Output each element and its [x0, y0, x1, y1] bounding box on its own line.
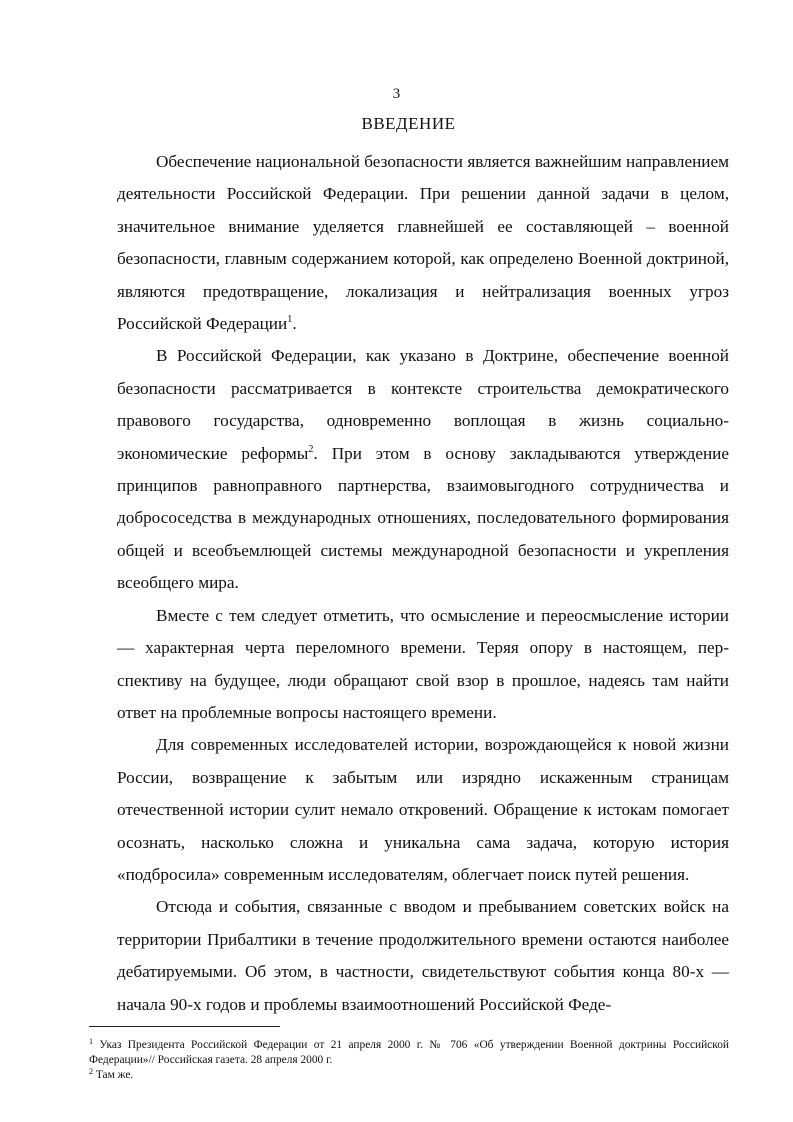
footnote-ref-2: 2 [308, 443, 314, 455]
footnote-text-2: Там же. [93, 1069, 134, 1081]
footnote-1 [89, 1038, 729, 1068]
paragraph-2 [117, 340, 729, 599]
footnote-mark-2: 2 [89, 1067, 93, 1076]
paragraph-2-text: В Российской Федерации, как указано в Доктрине, обеспечение военной безопасности рассматривается в контексте строительства демократического правового государства, одновременно воплощая в жизнь социально-экономические реформы [117, 346, 729, 463]
footnotes [89, 1038, 729, 1083]
paragraph-4: Для современных исследователей истории, возрождающейся к новой жизни России, возвращение к забытым или изрядно искаженным страницам отечественной истории сулит немало откровений. Обращение к истокам помогает осознать, насколько сложна и уникальна сама задача, которую история «подбросила» современным исследователям, облегчает поиск путей решения. [117, 735, 729, 884]
body-text [117, 146, 729, 1021]
paragraph-2-tail: . При этом в основу закладываются утверждение принципов равноправного партнерства, взаимовыгодного сотрудничества и добрососедства в международных отношениях, последовательного формирования общей и всеобъемлющей системы международной безопасности и укрепления всеобщего мира. [117, 443, 729, 593]
page-title: ВВЕДЕНИЕ [361, 114, 456, 133]
page-number: 3 [392, 86, 401, 102]
footnote-separator [89, 1026, 280, 1027]
paragraph-1 [117, 146, 729, 340]
footnote-mark-1: 1 [89, 1037, 93, 1046]
paragraph-1-text: Обеспечение национальной безопасности является важнейшим направлением деятельности Российской Федерации. При решении данной задачи в целом, значительное внимание уделяется главнейшей ее составляющей – военной безопасности, главным содержанием которой, как определено Военной доктриной, являются предотвращение, локализация и нейтрализация военных угроз Российской Федерации [117, 152, 729, 334]
footnote-2 [89, 1068, 729, 1083]
footnote-ref-1: 1 [287, 314, 293, 326]
paragraph-5: Отсюда и события, связанные с вводом и пребыванием советских войск на территории Прибалтики в течение продолжительного времени остаются наиболее дебатируемыми. Об этом, в частности, свидетельствуют события конца 80-х — начала 90-х годов и проблемы взаимоотношений Российской Феде- [117, 897, 729, 1014]
footnote-text-1: Указ Президента Российской Федерации от 21 апреля 2000 г. № 706 «Об утверждении Военной доктрины Российской Федерации»// Российская газета. 28 апреля 2000 г. [89, 1039, 729, 1066]
paragraph-1-tail: . [292, 314, 297, 334]
paragraph-3: Вместе с тем следует отметить, что осмысление и переосмысление истории — характерная черта переломного времени. Теряя опору в настоящем, перспективу на будущее, люди обращают свой взор в прошлое, надеясь там найти ответ на проблемные вопросы настоящего времени. [117, 605, 729, 722]
